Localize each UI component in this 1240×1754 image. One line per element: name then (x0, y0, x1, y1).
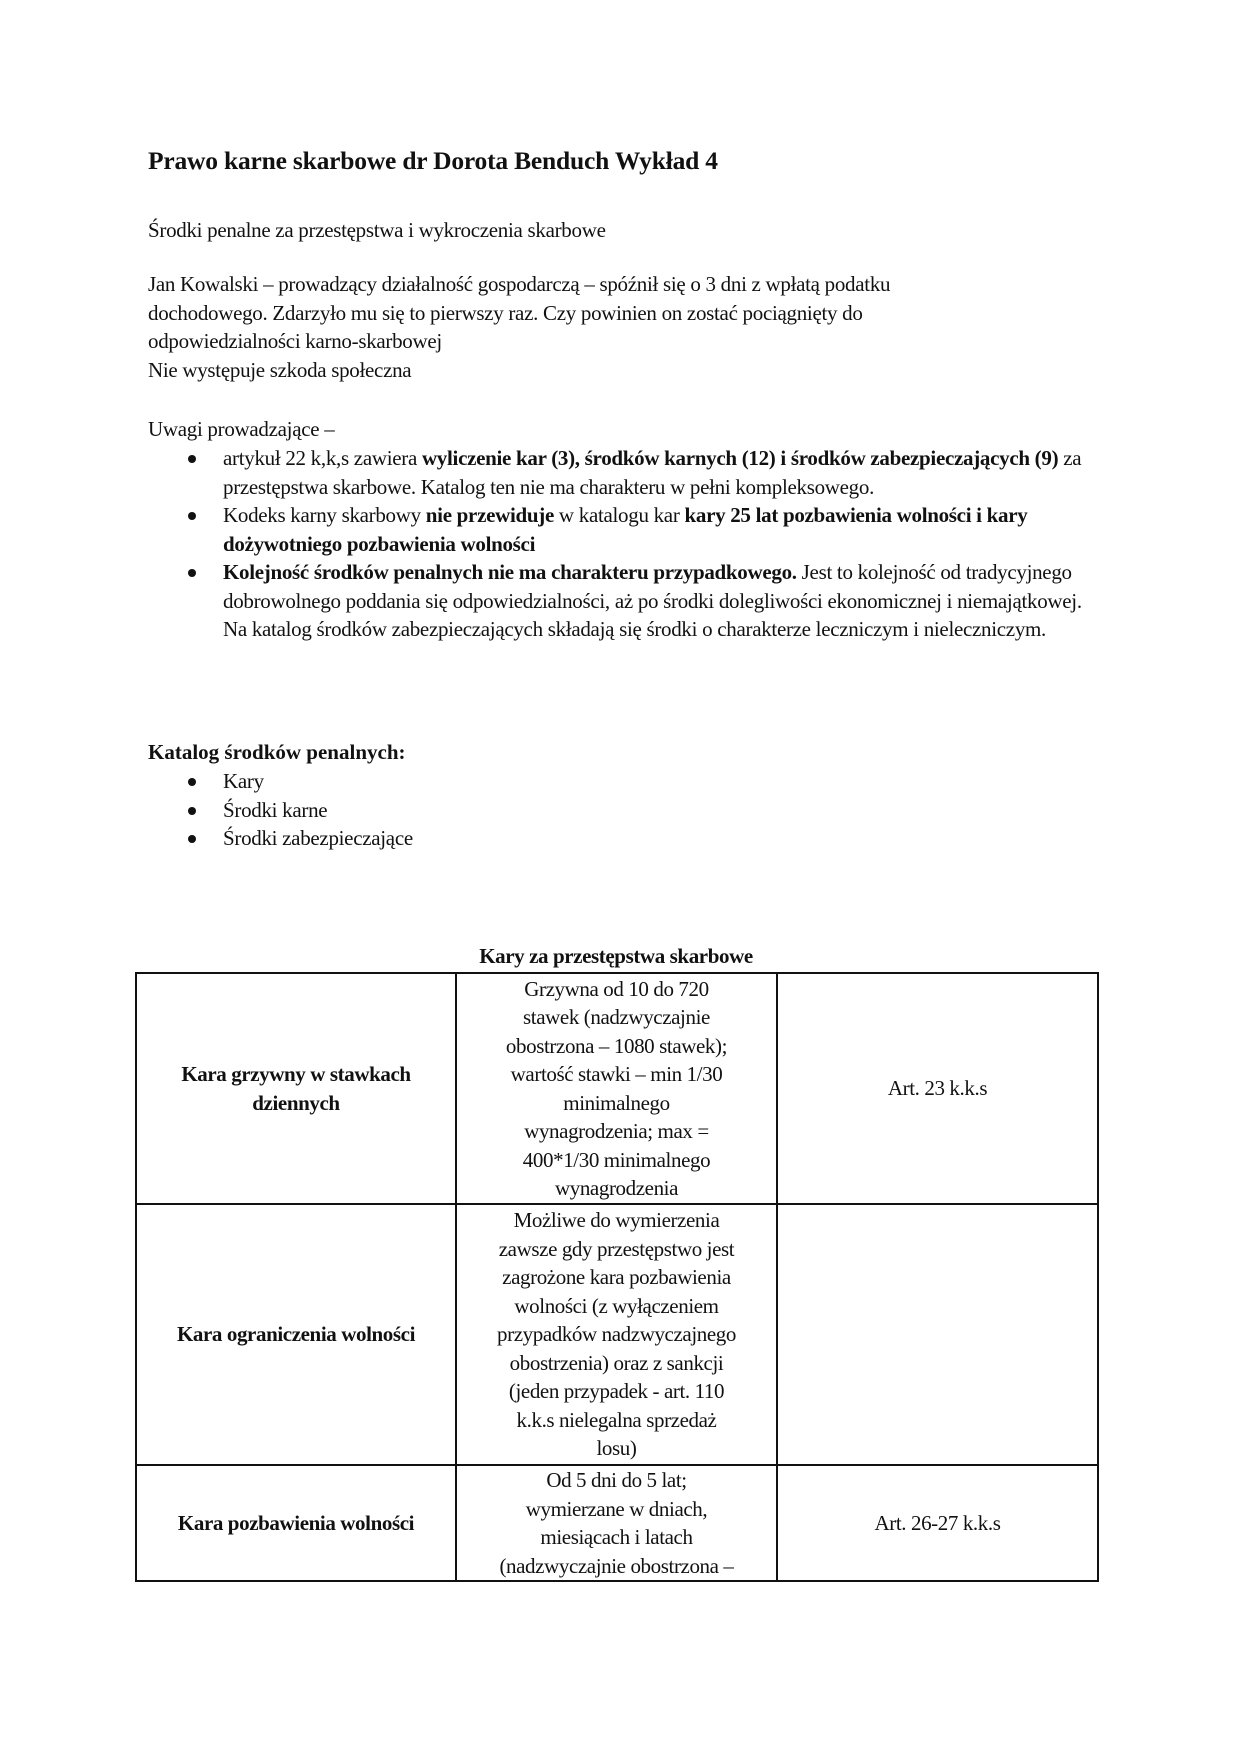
case-line: Nie występuje szkoda społeczna (148, 357, 412, 382)
catalog-heading: Katalog środków penalnych: (148, 740, 406, 764)
bullet-icon (188, 807, 196, 815)
bullet-icon (188, 778, 196, 786)
table-row (136, 1204, 1098, 1465)
bullet-icon (188, 569, 196, 577)
table-row (136, 973, 1098, 1204)
penalty-name-cell: Kara ograniczenia wolności (136, 1204, 456, 1465)
bullet-icon (188, 512, 196, 520)
catalog-item: Kary (148, 767, 1098, 796)
penalty-name-cell: Kara pozbawienia wolności (136, 1465, 456, 1581)
penalty-description-cell: Od 5 dni do 5 lat; wymierzane w dniach, miesiącach i latach (nadzwyczajnie obostrzona – (456, 1465, 777, 1581)
document-title: Prawo karne skarbowe dr Dorota Benduch Wykład 4 (148, 146, 718, 175)
table-row (136, 1465, 1098, 1581)
intro-bullet: artykuł 22 k,k,s zawiera wyliczenie kar (3), środków karnych (12) i środków zabezpieczających (9) za przestępstwa skarbowe. Katalog ten nie ma charakteru w pełni kompleksowego. (148, 444, 1098, 501)
intro-bullet: Kolejność środków penalnych nie ma charakteru przypadkowego. Jest to kolejność od tradycyjnego dobrowolnego poddania się odpowiedzialności, aż po środki dolegliwości ekonomicznej i niemajątkowej. Na katalog środków zabezpieczających składają się środki o charakterze leczniczym i nieleczniczym. (148, 558, 1098, 644)
penalty-article-cell (777, 1204, 1098, 1465)
intro-label: Uwagi prowadzające – (148, 417, 335, 441)
penalties-table (135, 972, 1099, 1582)
intro-bullet: Kodeks karny skarbowy nie przewiduje w katalogu kar kary 25 lat pozbawienia wolności i kary dożywotniego pozbawienia wolności (148, 501, 1098, 558)
catalog-item: Środki karne (148, 796, 1098, 825)
penalty-name-cell: Kara grzywny w stawkach dziennych (136, 973, 456, 1204)
catalog-item: Środki zabezpieczające (148, 824, 1098, 853)
catalog-list (148, 767, 1098, 853)
penalty-article-cell: Art. 23 k.k.s (777, 973, 1098, 1204)
table-caption: Kary za przestępstwa skarbowe (479, 944, 753, 968)
bullet-icon (188, 455, 196, 463)
intro-bullet-list (148, 444, 1098, 644)
case-line: dochodowego. Zdarzyło mu się to pierwszy raz. Czy powinien on zostać pociągnięty do (148, 300, 863, 325)
penalty-description-cell: Grzywna od 10 do 720 stawek (nadzwyczajnie obostrzona – 1080 stawek); wartość stawki – min 1/30 minimalnego wynagrodzenia; max = 400*1/30 minimalnego wynagrodzenia (456, 973, 777, 1204)
penalty-article-cell: Art. 26-27 k.k.s (777, 1465, 1098, 1581)
document-subtitle: Środki penalne za przestępstwa i wykroczenia skarbowe (148, 218, 606, 242)
case-line: odpowiedzialności karno-skarbowej (148, 329, 442, 353)
bullet-icon (188, 835, 196, 843)
case-line: Jan Kowalski – prowadzący działalność gospodarczą – spóźnił się o 3 dni z wpłatą podatku (148, 272, 891, 296)
penalty-description-cell: Możliwe do wymierzenia zawsze gdy przestępstwo jest zagrożone kara pozbawienia wolności (z wyłączeniem przypadków nadzwyczajnego obostrzenia) oraz z sankcji (jeden przypadek - art. 110 k.k.s nielegalna sprzedaż losu) (456, 1204, 777, 1465)
